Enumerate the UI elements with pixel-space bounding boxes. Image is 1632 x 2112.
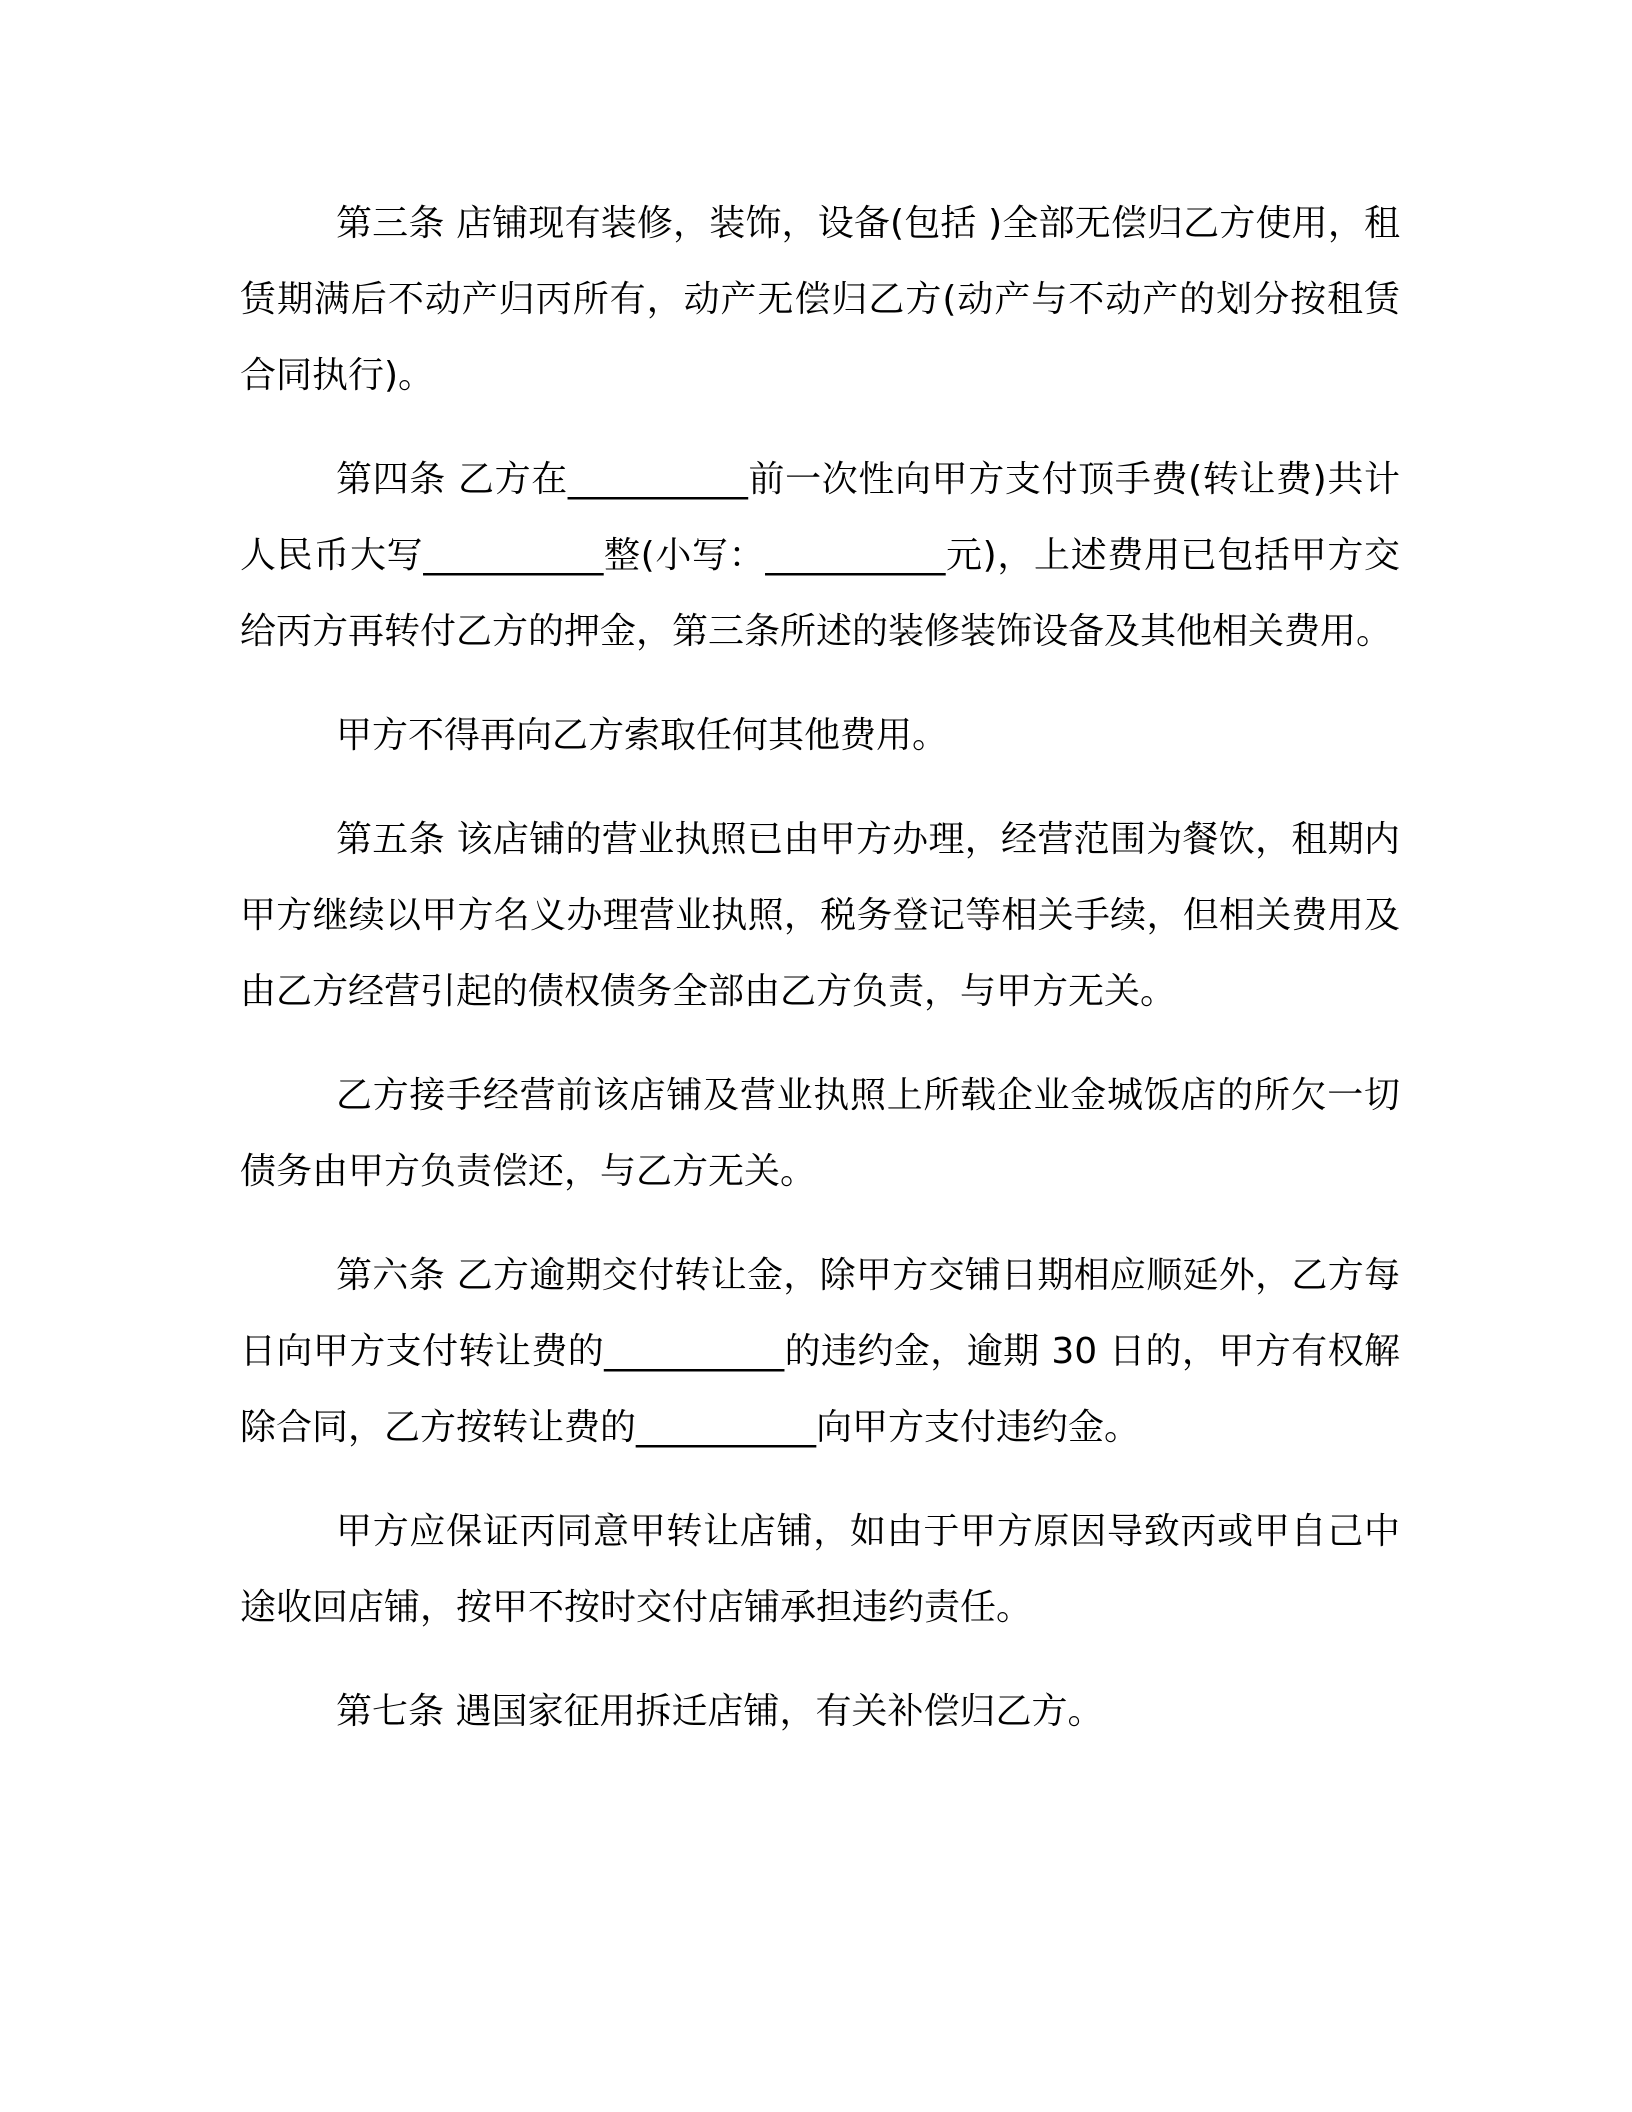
clause-3-paragraph: 第三条 店铺现有装修，装饰，设备(包括 )全部无偿归乙方使用，租赁期满后不动产归丙所有，动产无偿归乙方(动产与不动产的划分按租赁合同执行)。: [240, 203, 1400, 396]
clause-4-note-paragraph: 甲方不得再向乙方索取任何其他费用。: [336, 715, 949, 756]
clause-5-note-paragraph: 乙方接手经营前该店铺及营业执照上所载企业金城饭店的所欠一切债务由甲方负责偿还，与乙方无关。: [240, 1075, 1400, 1192]
clause-6-note-paragraph: 甲方应保证丙同意甲转让店铺，如由于甲方原因导致丙或甲自己中途收回店铺，按甲不按时交付店铺承担违约责任。: [240, 1511, 1400, 1628]
clause-4-paragraph: 第四条 乙方在__________前一次性向甲方支付顶手费(转让费)共计人民币大写__________整(小写：__________元)，上述费用已包括甲方交给丙方再转付乙方的押金，第三条所述的装修装饰设备及其他相关费用。: [240, 459, 1400, 652]
clause-7-paragraph: 第七条 遇国家征用拆迁店铺，有关补偿归乙方。: [336, 1691, 1104, 1732]
clause-6-paragraph: 第六条 乙方逾期交付转让金，除甲方交铺日期相应顺延外，乙方每日向甲方支付转让费的__________的违约金，逾期 30 日的，甲方有权解除合同，乙方按转让费的__________向甲方支付违约金。: [240, 1255, 1400, 1448]
clause-5-paragraph: 第五条 该店铺的营业执照已由甲方办理，经营范围为餐饮，租期内甲方继续以甲方名义办理营业执照，税务登记等相关手续，但相关费用及由乙方经营引起的债权债务全部由乙方负责，与甲方无关。: [240, 819, 1400, 1012]
document-body: [240, 186, 1400, 1778]
